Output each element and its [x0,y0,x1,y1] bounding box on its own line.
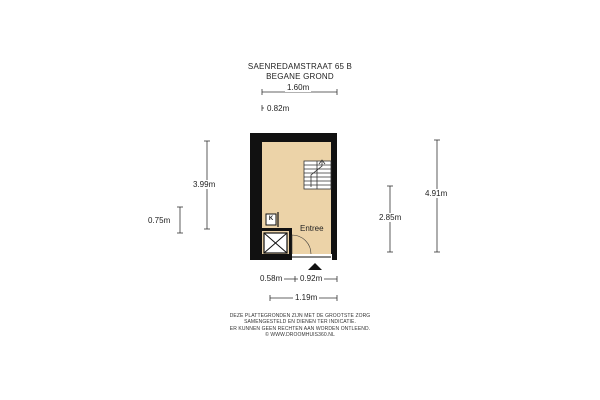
dim-right-outer: 4.91m [425,189,448,198]
disclaimer-line-4: © WWW.DROOMHUIS360.NL [265,331,335,338]
disclaimer-line-2: SAMENGESTELD EN DIENEN TER INDICATIE. [244,319,356,326]
dim-left-height: 3.99m [193,180,216,189]
disclaimer-line-1: DEZE PLATTEGRONDEN ZIJN MET DE GROOTSTE ZORG [229,313,371,319]
room-label-entree: Entree [300,224,324,233]
disclaimer-line-3: ER KUNNEN GEEN RECHTEN AAN WORDEN ONTLEEND. [229,325,371,332]
dim-bottom-left: 0.58m [260,274,283,283]
staircase [304,161,331,189]
meter-cupboard-label: K [268,216,274,222]
address-title: SAENREDAMSTRAAT 65 B [247,62,353,71]
disclaimer [180,313,420,338]
dim-left-small: 0.75m [148,216,171,225]
dim-right-inner: 2.85m [379,213,402,222]
dim-top-inner: 0.82m [267,104,290,113]
dim-bottom-right: 0.92m [300,274,323,283]
partition-wall-side [289,228,292,260]
entrance-arrow-icon [308,263,322,270]
dim-bottom-total: 1.19m [295,293,318,302]
dim-top-width: 1.60m [287,83,310,92]
shaft-cross-icon [264,233,287,253]
partition-wall-top [262,228,292,231]
floor-title: BEGANE GROND [266,72,334,81]
